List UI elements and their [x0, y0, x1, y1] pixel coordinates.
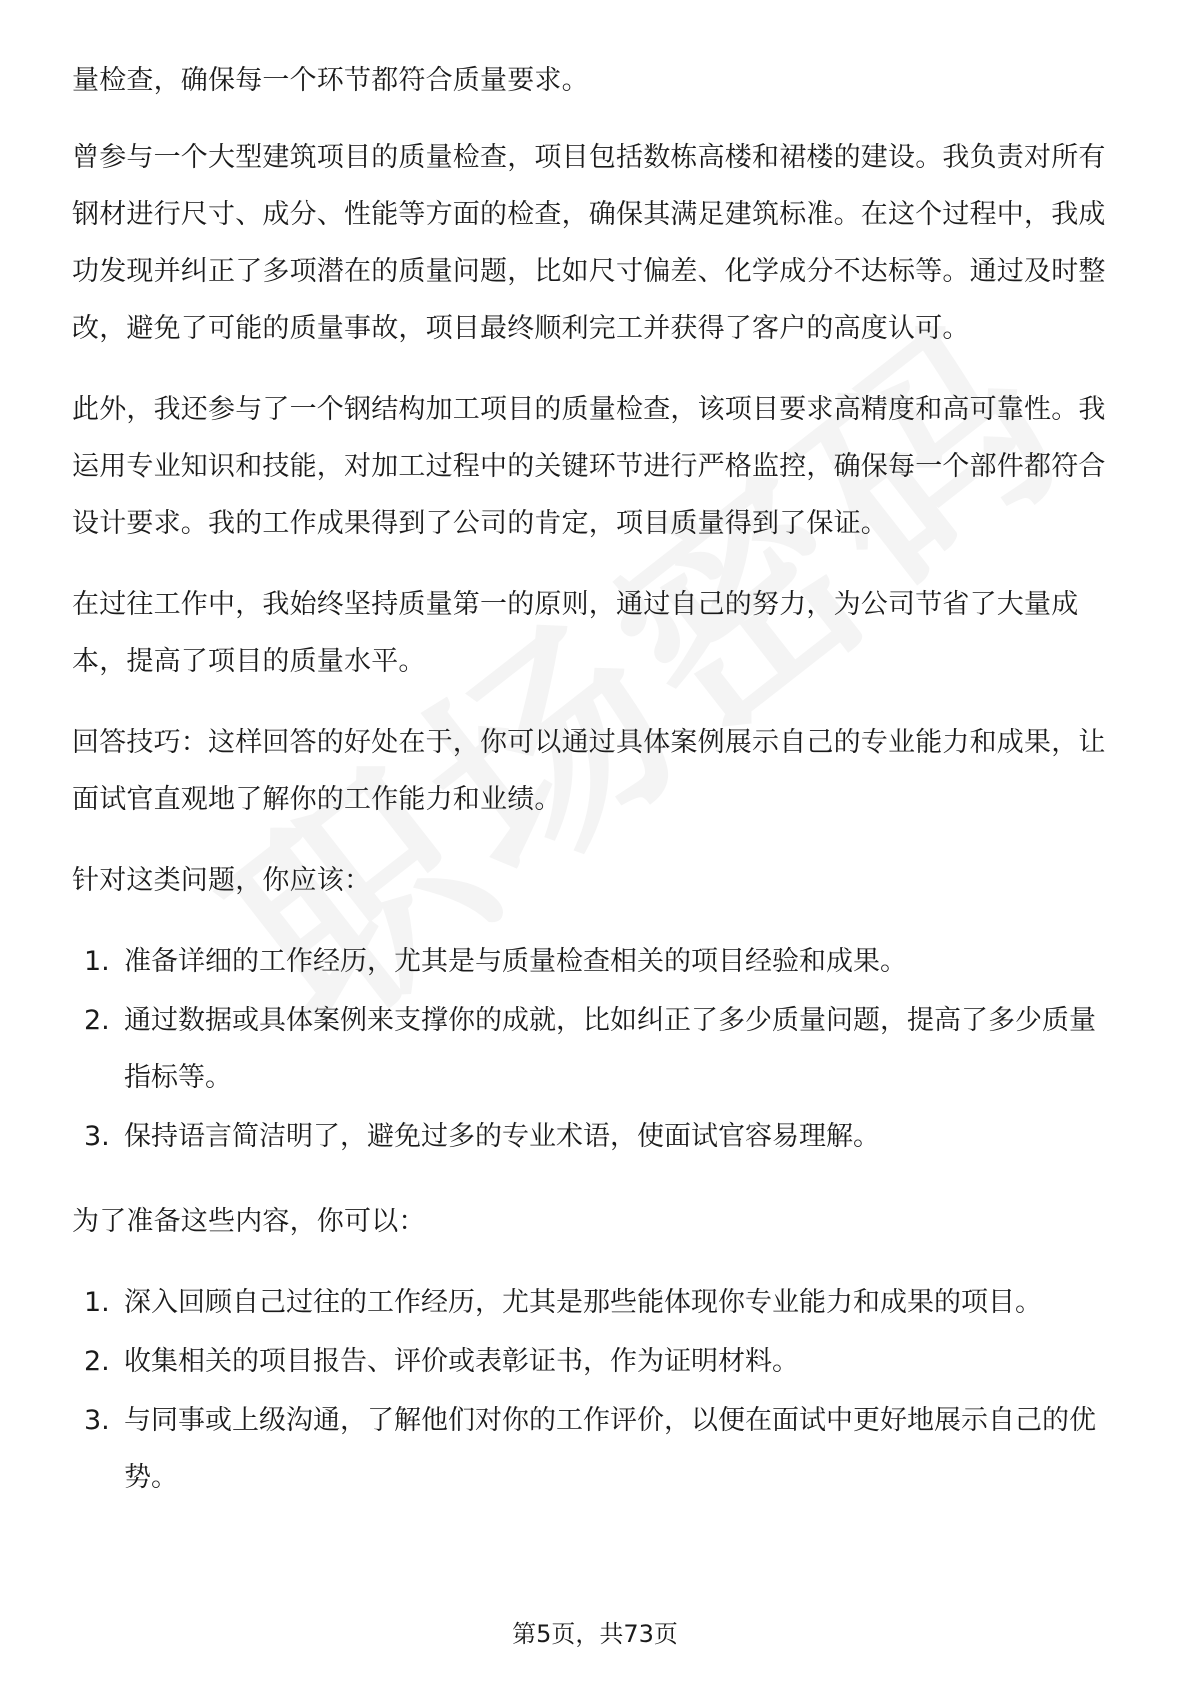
list-item: 3. 与同事或上级沟通，了解他们对你的工作评价，以便在面试中更好地展示自己的优势。 — [84, 1405, 1096, 1493]
list-item: 1. 准备详细的工作经历，尤其是与质量检查相关的项目经验和成果。 — [84, 946, 907, 977]
list-item: 1. 深入回顾自己过往的工作经历，尤其是那些能体现你专业能力和成果的项目。 — [84, 1287, 1042, 1318]
paragraph-continuation: 量检查，确保每一个环节都符合质量要求。 — [72, 65, 589, 96]
paragraph-answer-tips: 回答技巧：这样回答的好处在于，你可以通过具体案例展示自己的专业能力和成果，让面试官直观地了解你的工作能力和业绩。 — [72, 727, 1106, 815]
list-item: 2. 收集相关的项目报告、评价或表彰证书，作为证明材料。 — [84, 1346, 799, 1377]
preparation-list — [72, 1274, 1122, 1506]
paragraph-list1-intro: 针对这类问题，你应该： — [72, 865, 372, 896]
paragraph-building-project: 曾参与一个大型建筑项目的质量检查，项目包括数栋高楼和裙楼的建设。我负责对所有钢材进行尺寸、成分、性能等方面的检查，确保其满足建筑标准。在这个过程中，我成功发现并纠正了多项潜在的质量问题，比如尺寸偏差、化学成分不达标等。通过及时整改，避免了可能的质量事故，项目最终顺利完工并获得了客户的高度认可。 — [72, 142, 1106, 344]
page-number: 第5页，共73页 — [512, 1620, 678, 1648]
list-item: 2. 通过数据或具体案例来支撑你的成就，比如纠正了多少质量问题，提高了多少质量指标等。 — [84, 1005, 1096, 1093]
paragraph-list2-intro: 为了准备这些内容，你可以： — [72, 1206, 426, 1237]
document-body — [72, 52, 1122, 1534]
paragraph-steel-structure-project: 此外，我还参与了一个钢结构加工项目的质量检查，该项目要求高精度和高可靠性。我运用专业知识和技能，对加工过程中的关键环节进行严格监控，确保每一个部件都符合设计要求。我的工作成果得到了公司的肯定，项目质量得到了保证。 — [72, 394, 1106, 539]
list-item: 3. 保持语言简洁明了，避免过多的专业术语，使面试官容易理解。 — [84, 1121, 880, 1152]
paragraph-quality-principle: 在过往工作中，我始终坚持质量第一的原则，通过自己的努力，为公司节省了大量成本，提高了项目的质量水平。 — [72, 589, 1079, 677]
advice-list — [72, 933, 1122, 1165]
